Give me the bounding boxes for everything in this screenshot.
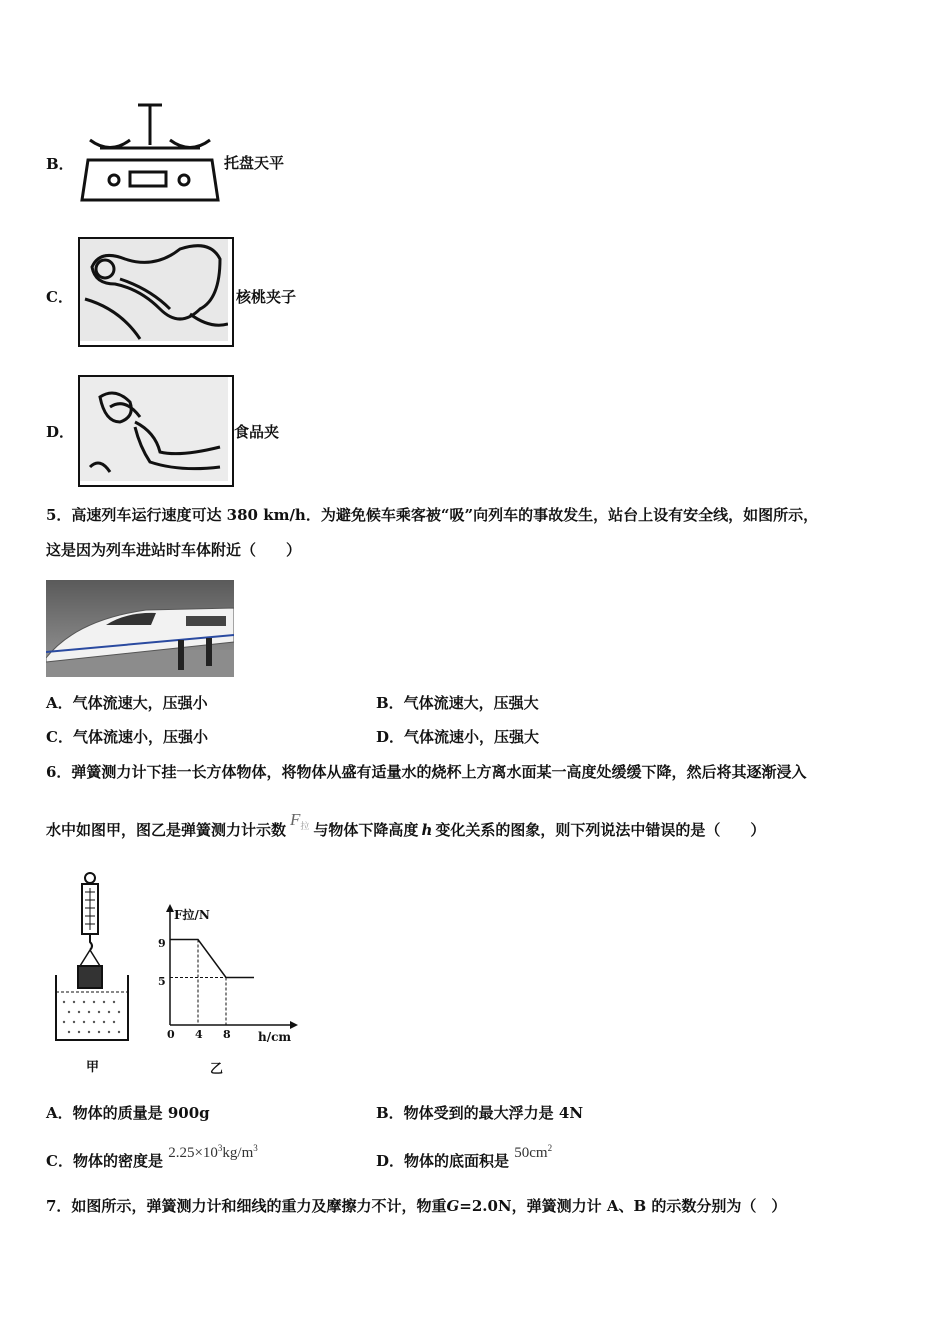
q6-text-a: 水中如图甲，图乙是弹簧测力计示数 <box>46 821 287 839</box>
figure-label-yi: 乙 <box>210 1062 224 1077</box>
question-5-line2: 这是因为列车进站时车体附近（ ） <box>46 541 302 559</box>
option-label: 托盘天平 <box>224 154 285 172</box>
x-tick-label: 0 <box>167 1028 175 1041</box>
question-5-line1: 5．高速列车运行速度可达 380 km/h．为避免候车乘客被“吸”向列车的事故发生，站台上设有安全线，如图所示， <box>46 506 819 524</box>
density-value: $2.25\times 10^3kg/m^3$ <box>168 1143 258 1161</box>
q5-option-a: A．气体流速大，压强小 <box>46 694 208 712</box>
question-7 <box>46 1196 786 1216</box>
h-variable: h <box>421 821 433 839</box>
nutcracker-icon <box>78 237 234 347</box>
y-tick-label: 9 <box>158 937 166 950</box>
q6-option-c <box>46 1143 258 1171</box>
question-6-line2 <box>46 810 766 842</box>
area-value: $50cm^2$ <box>514 1143 553 1161</box>
q7-text-b: =2.0N，弹簧测力计 A、B 的示数分别为（ ） <box>459 1197 787 1215</box>
option-letter: C． <box>46 288 73 306</box>
option-letter: B． <box>46 155 74 173</box>
option-label: 核桃夹子 <box>236 288 297 306</box>
figure-label-jia: 甲 <box>86 1060 100 1075</box>
balance-scale-icon <box>80 100 220 206</box>
spring-scale-beaker-figure <box>52 870 132 1075</box>
q6-text-c: 变化关系的图象，则下列说法中错误的是（ ） <box>435 821 766 839</box>
q6-option-b: B．物体受到的最大浮力是 4N <box>376 1104 584 1122</box>
option-label: 食品夹 <box>234 423 280 441</box>
f-symbol: F <box>290 810 301 829</box>
y-tick-label: 5 <box>158 975 166 988</box>
food-tongs-icon <box>78 375 234 487</box>
f-subscript: 拉 <box>300 821 310 831</box>
q7-text-a: 7．如图所示，弹簧测力计和细线的重力及摩擦力不计，物重 <box>46 1197 447 1215</box>
x-tick-label: 4 <box>195 1028 203 1041</box>
g-variable: G <box>446 1197 460 1215</box>
y-axis-label: F拉/N <box>174 908 210 922</box>
q5-option-d: D．气体流速小，压强大 <box>376 728 540 746</box>
x-axis-arrow <box>290 1021 298 1029</box>
q6-option-a: A．物体的质量是 900g <box>46 1104 210 1122</box>
q5-option-c: C．气体流速小，压强小 <box>46 728 208 746</box>
question-6-line1: 6．弹簧测力计下挂一长方体物体，将物体从盛有适量水的烧杯上方离水面某一高度处缓缓下降，然后将其逐渐浸入 <box>46 763 807 781</box>
x-axis-label: h/cm <box>258 1030 292 1044</box>
high-speed-train-photo <box>46 580 234 677</box>
q6-text-b: 与物体下降高度 <box>313 821 419 839</box>
series-line <box>170 940 254 978</box>
q6-option-d-prefix: D．物体的底面积是 <box>376 1152 510 1170</box>
q5-option-b: B．气体流速大，压强大 <box>376 694 539 712</box>
y-axis-arrow <box>166 904 174 912</box>
option-letter: D． <box>46 423 75 441</box>
q6-option-c-prefix: C．物体的密度是 <box>46 1152 163 1170</box>
x-tick-label: 8 <box>223 1028 231 1041</box>
q6-option-d <box>376 1143 553 1171</box>
force-height-graph <box>150 900 300 1075</box>
